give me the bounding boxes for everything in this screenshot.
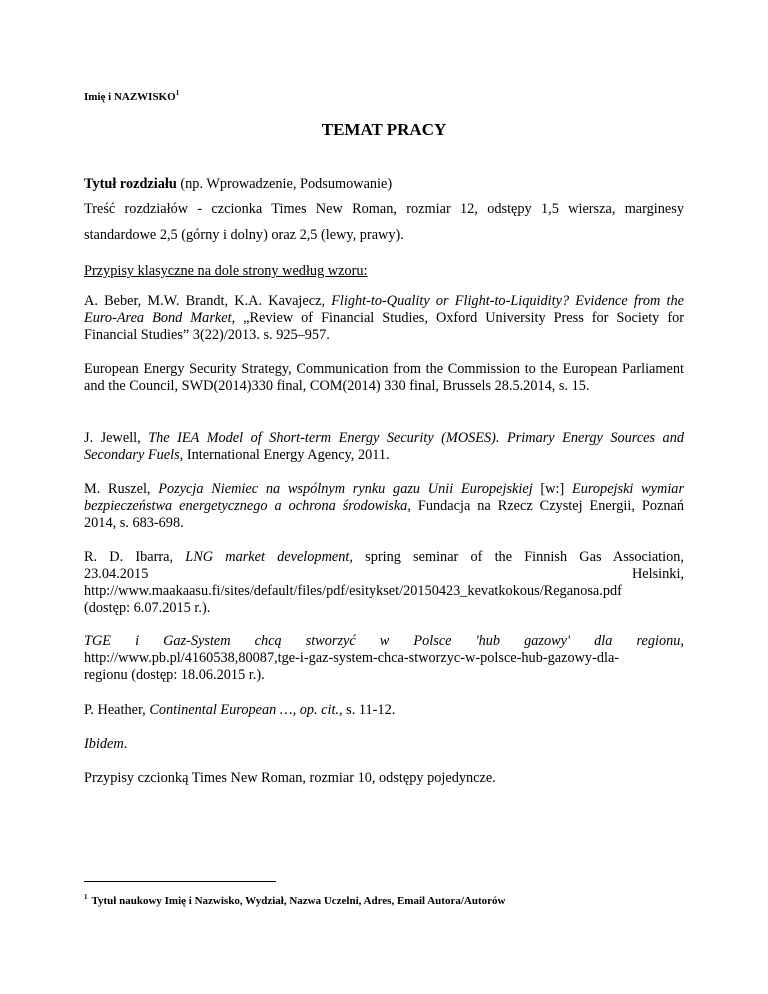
- reference-3: [84, 430, 684, 464]
- ref-8-dot: .: [123, 736, 128, 752]
- ref-3-source: International Energy Agency, 2011.: [183, 447, 390, 463]
- footnote-1-text: Tytuł naukowy Imię i Nazwisko, Wydział, Nazwa Uczelni, Adres, Email Autora/Autorów: [91, 895, 506, 907]
- ref-1-title: Flight-to-Quality or Flight-to-Liquidity? Evidence from the Euro-Area Bond Market: [84, 293, 684, 326]
- chapter-title-hint: (np. Wprowadzenie, Podsumowanie): [176, 176, 393, 192]
- ref-5-city: Helsinki,: [631, 566, 684, 582]
- chapter-title: [84, 176, 684, 193]
- footnote-font-note: Przypisy czcionką Times New Roman, rozmiar 10, odstępy pojedyncze.: [84, 770, 496, 786]
- footnote-heading: Przypisy klasyczne na dole strony według wzoru:: [84, 263, 368, 279]
- ref-6-comma: ,: [680, 633, 684, 649]
- ref-5-title: LNG market development: [185, 549, 350, 565]
- author-footnote-marker: 1: [175, 89, 180, 97]
- ref-4-book-title: Europejski wymiar bezpieczeństwa energetycznego a ochrona środowiska: [84, 481, 685, 514]
- reference-2: European Energy Security Strategy, Communication from the Commission to the European Parliament and the Council, SWD(2014)330 final, COM(2014) 330 final, Brussels 28.5.2014, s. 15.: [84, 361, 684, 394]
- ref-3-title: The IEA Model of Short-term Energy Security (MOSES). Primary Energy Sources and Secondary Fuels,: [84, 430, 684, 463]
- reference-6: [84, 633, 684, 684]
- ref-1-authors: A. Beber, M.W. Brandt, K.A. Kavajecz,: [84, 293, 332, 309]
- ref-4-publisher: , Fundacja na Rzecz Czystej Energii, Poznań 2014, s. 683-698.: [84, 498, 684, 531]
- ref-6-title: TGE i Gaz-System chcą stworzyć w Polsce 'hub gazowy' dla regionu: [84, 633, 681, 649]
- author-name: Imię i NAZWISKO: [84, 91, 176, 103]
- ref-8-ibidem: Ibidem: [84, 736, 124, 752]
- ref-1-source: , „Review of Financial Studies, Oxford University Press for Society for Financial Studies” 3(22)/2013. s. 925–957.: [84, 310, 685, 343]
- ref-6-line-1: [84, 633, 684, 650]
- ref-3-author: J. Jewell,: [84, 430, 149, 446]
- ref-5-access: (dostęp: 6.07.2015 r.).: [84, 600, 211, 616]
- reference-8: [84, 736, 684, 753]
- reference-1: [84, 293, 684, 344]
- footnote-1-number: 1: [84, 893, 88, 901]
- reference-5: [84, 549, 684, 617]
- reference-4: [84, 481, 684, 532]
- ref-7-title: Continental European …, op. cit.,: [149, 702, 343, 718]
- footnote-1: [84, 893, 505, 907]
- ref-6-access: regionu (dostęp: 18.06.2015 r.).: [84, 667, 265, 683]
- content-line-1: Treść rozdziałów - czcionka Times New Roman, rozmiar 12, odstępy 1,5 wiersza, marginesy: [84, 201, 684, 217]
- ref-7-pages: s. 11-12.: [342, 702, 396, 718]
- paper-title: TEMAT PRACY: [321, 120, 447, 139]
- ref-4-in: [w:]: [532, 481, 572, 497]
- ref-6-url: http://www.pb.pl/4160538,80087,tge-i-gaz-system-chca-stworzyc-w-polsce-hub-gazowy-dla-: [84, 650, 620, 666]
- author-line: [84, 89, 179, 103]
- reference-7: [84, 702, 684, 719]
- ref-5-author: R. D. Ibarra,: [84, 549, 186, 565]
- ref-5-date: 23.04.2015: [84, 566, 149, 582]
- ref-5-line-2: [84, 566, 684, 583]
- footnote-separator: [84, 881, 276, 882]
- ref-5-event: , spring seminar of the Finnish Gas Association,: [349, 549, 685, 565]
- content-line-2: standardowe 2,5 (górny i dolny) oraz 2,5 (lewy, prawy).: [84, 227, 404, 243]
- ref-4-title: Pozycja Niemiec na wspólnym rynku gazu Unii Europejskiej: [158, 481, 533, 497]
- ref-4-author: M. Ruszel,: [84, 481, 159, 497]
- ref-5-url: http://www.maakaasu.fi/sites/default/files/pdf/esitykset/20150423_kevatkokous/Reganosa.pdf: [84, 583, 622, 599]
- ref-5-line-1: [84, 549, 684, 566]
- chapter-title-bold: Tytuł rozdziału: [84, 176, 177, 192]
- ref-7-author: P. Heather,: [84, 702, 150, 718]
